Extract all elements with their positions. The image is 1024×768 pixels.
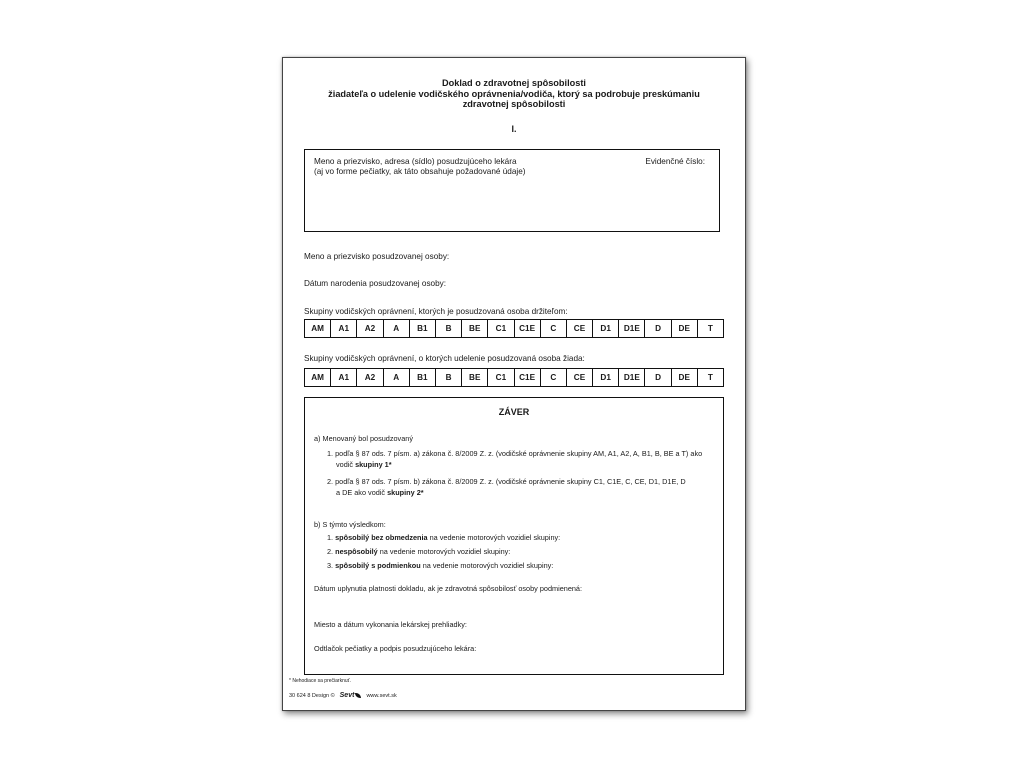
requested-groups-grid [304, 368, 724, 387]
held-group-cell[interactable]: C [541, 320, 567, 337]
person-name-label: Meno a priezvisko posudzovanej osoby: [304, 252, 450, 261]
assessment-option-2-line2 [327, 487, 715, 498]
requested-group-cell[interactable]: T [707, 373, 713, 382]
result-option-1-rest: na vedenie motorových vozidiel skupiny: [427, 533, 561, 542]
held-group-cell[interactable]: A2 [357, 320, 383, 337]
result-option-1-bold: spôsobilý bez obmedzenia [335, 533, 428, 542]
result-option-2-bold: nespôsobilý [335, 547, 378, 556]
result-option-3-bold: spôsobilý s podmienkou [335, 561, 421, 570]
website-link[interactable]: www.sevt.sk [366, 692, 397, 699]
result-option-3-rest: na vedenie motorových vozidiel skupiny: [420, 561, 554, 570]
held-group-cell[interactable]: BE [462, 320, 488, 337]
held-group-cell[interactable]: DE [672, 320, 698, 337]
held-group-cell[interactable]: C1 [488, 320, 514, 337]
held-group-cell[interactable]: CE [567, 320, 593, 337]
requested-group-cell[interactable]: DE [672, 369, 698, 386]
person-dob-label: Dátum narodenia posudzovanej osoby: [304, 279, 447, 288]
assessment-option-2-group: skupiny 2* [387, 488, 424, 497]
doctor-info-label: Meno a priezvisko, adresa (sídlo) posudzujúceho lekára [314, 157, 517, 166]
held-groups-label: Skupiny vodičských oprávnení, ktorých je posudzovaná osoba držiteľom: [304, 307, 568, 316]
publisher-footer [289, 692, 397, 699]
sevt-logo [340, 692, 362, 699]
requested-group-cell[interactable]: C1 [488, 369, 514, 386]
requested-group-cell[interactable]: A [384, 369, 410, 386]
assessment-option-2-prefix: a DE ako vodič [336, 488, 388, 497]
assessment-option-1-prefix: vodič [336, 460, 356, 469]
title-line-3: zdravotnej spôsobilosti [462, 99, 566, 109]
assessment-option-1-group: skupiny 1* [355, 460, 392, 469]
doctor-info-note: (aj vo forme pečiatky, ak táto obsahuje požadované údaje) [314, 167, 526, 176]
held-group-cell[interactable]: AM [305, 320, 331, 337]
result-option-1[interactable] [327, 532, 560, 543]
conclusion-box [304, 397, 724, 675]
assessment-option-2-text: 2. podľa § 87 ods. 7 písm. b) zákona č. 8/2009 Z. z. (vodičské oprávnenie skupiny C1, C1E, C, CE, D1, D1E, D [327, 477, 686, 486]
result-option-2-number: 2. [327, 547, 336, 556]
held-group-cell[interactable]: A [384, 320, 410, 337]
validity-date-label: Dátum uplynutia platnosti dokladu, ak je zdravotná spôsobilosť osoby podmienená: [314, 584, 583, 593]
requested-group-cell[interactable]: D1 [593, 369, 619, 386]
requested-group-cell[interactable]: B [436, 369, 462, 386]
title-line-2: žiadateľa o udelenie vodičského oprávnenia/vodiča, ktorý sa podrobuje preskúmaniu [328, 88, 700, 99]
held-group-cell[interactable]: D [645, 320, 671, 337]
requested-group-cell[interactable]: B1 [410, 369, 436, 386]
held-group-cell[interactable]: T [707, 324, 713, 333]
held-group-cell[interactable]: D1E [619, 320, 645, 337]
result-option-3[interactable] [327, 560, 553, 571]
leaf-icon [355, 693, 361, 698]
requested-group-cell[interactable]: AM [305, 369, 331, 386]
held-group-cell[interactable]: D1 [593, 320, 619, 337]
assessment-option-1[interactable] [327, 448, 715, 470]
requested-group-cell[interactable]: C1E [515, 369, 541, 386]
exam-place-date-label: Miesto a dátum vykonania lekárskej prehliadky: [314, 620, 467, 629]
result-option-2[interactable] [327, 546, 510, 557]
result-option-3-number: 3. [327, 561, 336, 570]
requested-groups-label: Skupiny vodičských oprávnení, o ktorých udelenie posudzovaná osoba žiada: [304, 354, 585, 363]
requested-group-cell[interactable]: A1 [331, 369, 357, 386]
title-line-1: Doklad o zdravotnej spôsobilosti [442, 78, 586, 88]
requested-group-cell[interactable]: D1E [619, 369, 645, 386]
conclusion-title: ZÁVER [498, 407, 530, 417]
held-group-cell[interactable]: A1 [331, 320, 357, 337]
form-code: 30 624 8 Design © [289, 692, 335, 699]
requested-group-cell[interactable]: BE [462, 369, 488, 386]
assessment-option-2[interactable] [327, 476, 715, 498]
result-option-1-number: 1. [327, 533, 336, 542]
assessment-option-1-line2 [327, 459, 715, 470]
evidence-number-label: Evidenčné číslo: [645, 157, 705, 166]
footnote: * Nehodiace sa prečiarknuť. [289, 678, 351, 684]
doctor-info-box [304, 149, 720, 232]
requested-group-cell[interactable]: CE [567, 369, 593, 386]
requested-group-cell[interactable]: D [645, 369, 671, 386]
section-number: I. [511, 124, 517, 134]
held-groups-grid [304, 319, 724, 338]
result-option-2-rest: na vedenie motorových vozidiel skupiny: [377, 547, 511, 556]
held-group-cell[interactable]: C1E [515, 320, 541, 337]
requested-group-cell[interactable]: A2 [357, 369, 383, 386]
document-title [283, 78, 745, 110]
assessment-option-1-text: 1. podľa § 87 ods. 7 písm. a) zákona č. 8/2009 Z. z. (vodičské oprávnenie skupiny AM, A1, A2, A, B1, B, BE a T) ako [327, 449, 703, 458]
assessed-label: a) Menovaný bol posudzovaný [314, 434, 413, 443]
held-group-cell[interactable]: B [436, 320, 462, 337]
held-group-cell[interactable]: B1 [410, 320, 436, 337]
brand-name: Sevt [339, 692, 355, 699]
requested-group-cell[interactable]: C [541, 369, 567, 386]
form-sheet [282, 57, 746, 711]
result-label: b) S týmto výsledkom: [314, 520, 386, 529]
stamp-signature-label: Odtlačok pečiatky a podpis posudzujúceho lekára: [314, 644, 477, 653]
